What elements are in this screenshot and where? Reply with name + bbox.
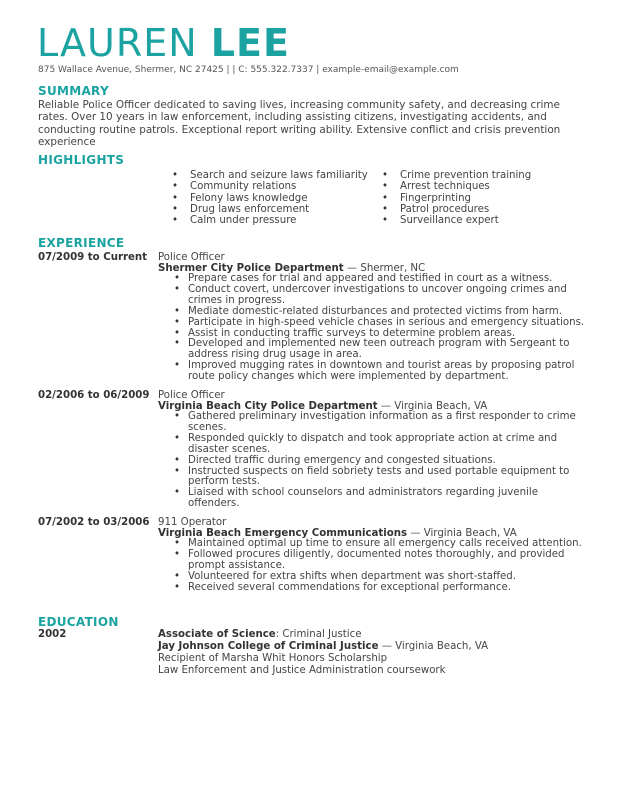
summary-heading: SUMMARY [38,84,109,98]
highlights-left-list [172,170,368,226]
highlight-item: • Community relations [172,181,368,192]
school-name: Jay Johnson College of Criminal Justice [158,641,379,652]
highlight-item: • Patrol procedures [382,204,531,215]
employer-name: Virginia Beach Emergency Communications [158,528,408,539]
first-name: LAUREN [37,21,198,65]
employer-location: Virginia Beach, VA [394,401,488,412]
honor-line: Recipient of Marsha Whit Honors Scholarship [158,653,388,664]
duty-item: • Improved mugging rates in downtown and tourist areas by proposing patrol route policy changes which were implemented by department. [174,361,592,383]
coursework-line: Law Enforcement and Justice Administration coursework [158,665,446,676]
duty-item: • Mediate domestic-related disturbances and protected victims from harm. [174,307,592,318]
highlight-item: • Surveillance expert [382,215,531,226]
summary-text: Reliable Police Officer dedicated to saving lives, increasing community safety, and decreasing crime rates. Over 10 years in law enforcement, including assisting citizens, investigating accidents, and conducting routine patrols. Exceptional report writing ability. Extensive conflict and crisis prevention experience [38,99,561,148]
employer-name: Virginia Beach City Police Department [158,401,378,412]
duty-item: • Prepare cases for trial and appeared and testified in court as a witness. [174,274,592,285]
job-duties [174,274,592,383]
job-employer-line: Shermer City Police Department — Shermer, NC [158,263,426,274]
duty-item: • Participate in high-speed vehicle chases in serious and emergency situations. [174,318,592,329]
contact-line: 875 Wallace Avenue, Shermer, NC 27425 | | C: 555.322.7337 | example-email@example.com [38,65,459,75]
job-duties [174,539,592,594]
candidate-name [37,22,290,64]
degree-field: : Criminal Justice [275,629,362,640]
job-employer-line: Virginia Beach Emergency Communications — Virginia Beach, VA [158,528,517,539]
school-location: Virginia Beach, VA [395,641,489,652]
job-dates: 07/2009 to Current [38,252,148,263]
experience-heading: EXPERIENCE [38,236,125,250]
highlight-item: • Arrest techniques [382,181,531,192]
duty-item: • Liaised with school counselors and administrators regarding juvenile offenders. [174,488,592,510]
job-title: Police Officer [158,252,225,263]
job-title: 911 Operator [158,517,227,528]
employer-location: Virginia Beach, VA [423,528,517,539]
highlight-item: • Fingerprinting [382,193,531,204]
duty-item: • Instructed suspects on field sobriety tests and used portable equipment to perform tests. [174,467,592,489]
highlights-heading: HIGHLIGHTS [38,153,125,167]
highlight-item: • Crime prevention training [382,170,531,181]
highlight-item: • Calm under pressure [172,215,368,226]
duty-item: • Assist in conducting traffic surveys to determine problem areas. [174,329,592,340]
school-line: Jay Johnson College of Criminal Justice — Virginia Beach, VA [158,641,489,652]
highlights-right-list [382,170,531,226]
last-name: LEE [210,21,290,65]
employer-location: Shermer, NC [360,263,426,274]
education-heading: EDUCATION [38,615,119,629]
job-dates: 07/2002 to 03/2006 [38,517,150,528]
employer-name: Shermer City Police Department [158,263,344,274]
highlight-item: • Felony laws knowledge [172,193,368,204]
duty-item: • Responded quickly to dispatch and took appropriate action at crime and disaster scenes. [174,434,592,456]
highlight-item: • Drug laws enforcement [172,204,368,215]
duty-item: • Maintained optimal up time to ensure all emergency calls received attention. [174,539,592,550]
duty-item: • Conduct covert, undercover investigations to uncover ongoing crimes and crimes in progress. [174,285,592,307]
duty-item: • Followed procures diligently, documented notes thoroughly, and provided prompt assistance. [174,550,592,572]
job-title: Police Officer [158,390,225,401]
job-duties [174,412,592,510]
job-employer-line: Virginia Beach City Police Department — Virginia Beach, VA [158,401,488,412]
highlight-item: • Search and seizure laws familiarity [172,170,368,181]
duty-item: • Gathered preliminary investigation information as a first responder to crime scenes. [174,412,592,434]
duty-item: • Received several commendations for exceptional performance. [174,583,592,594]
education-year: 2002 [38,629,67,640]
duty-item: • Volunteered for extra shifts when department was short-staffed. [174,572,592,583]
duty-item: • Developed and implemented new teen outreach program with Sergeant to address rising drug usage in area. [174,339,592,361]
duty-item: • Directed traffic during emergency and congested situations. [174,456,592,467]
degree-line [158,629,362,640]
degree: Associate of Science [158,629,276,640]
job-dates: 02/2006 to 06/2009 [38,390,150,401]
